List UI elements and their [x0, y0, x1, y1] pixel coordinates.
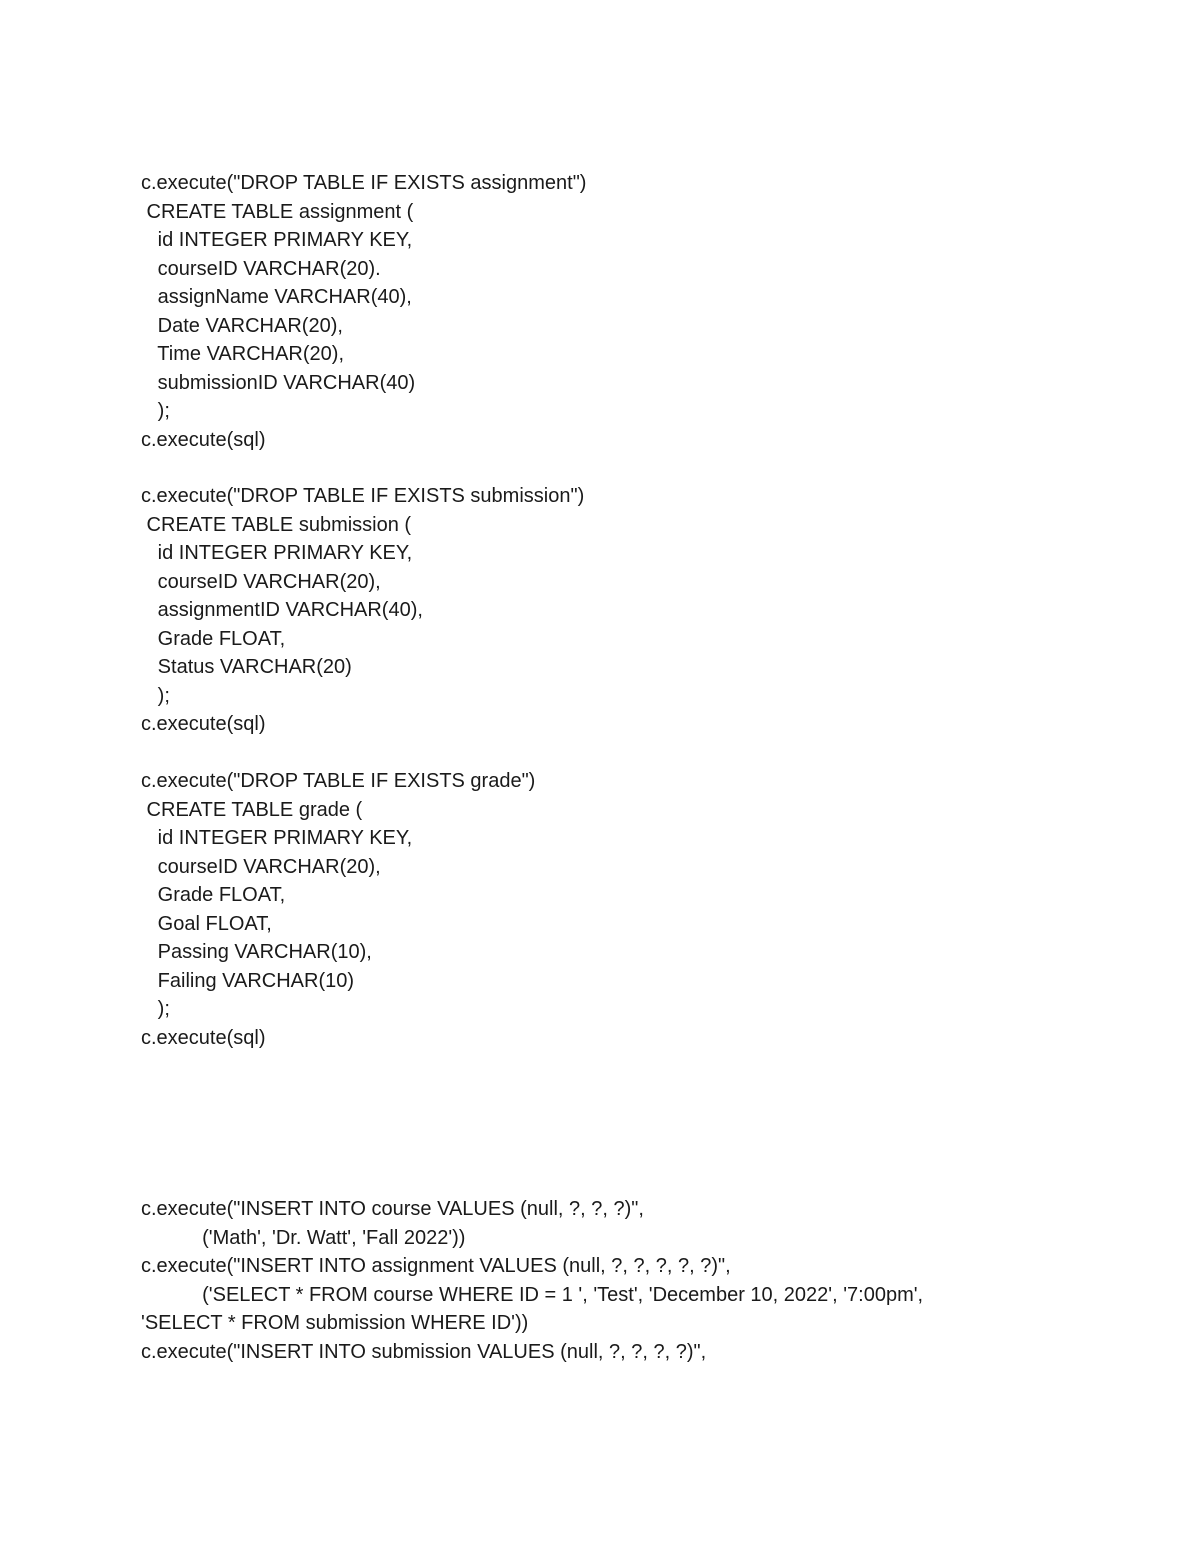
- code-line: id INTEGER PRIMARY KEY,: [141, 827, 413, 849]
- code-line: c.execute("INSERT INTO assignment VALUES (null, ?, ?, ?, ?, ?)",: [141, 1255, 731, 1277]
- code-line: Time VARCHAR(20),: [141, 343, 344, 365]
- insert-statements-code-block: [141, 1195, 1141, 1366]
- code-line: c.execute("INSERT INTO course VALUES (null, ?, ?, ?)",: [141, 1198, 644, 1220]
- code-line: submissionID VARCHAR(40): [141, 371, 416, 394]
- submission-table-code-block: [141, 482, 1141, 739]
- code-line: c.execute(sql): [141, 1026, 266, 1049]
- code-line: c.execute("DROP TABLE IF EXISTS submission"): [141, 485, 585, 507]
- code-line: Goal FLOAT,: [141, 912, 272, 935]
- code-line: id INTEGER PRIMARY KEY,: [141, 542, 413, 564]
- code-line: c.execute("DROP TABLE IF EXISTS assignment"): [141, 172, 587, 194]
- code-line: Grade FLOAT,: [141, 627, 286, 650]
- code-line: CREATE TABLE submission (: [141, 513, 412, 536]
- code-line: assignmentID VARCHAR(40),: [141, 599, 423, 621]
- code-line: c.execute(sql): [141, 713, 266, 735]
- code-line: 'SELECT * FROM submission WHERE ID')): [141, 1312, 529, 1334]
- code-line: );: [141, 684, 170, 707]
- code-line: ('Math', 'Dr. Watt', 'Fall 2022')): [141, 1226, 466, 1249]
- code-line: Date VARCHAR(20),: [141, 314, 343, 337]
- assignment-table-code-block: [141, 169, 1141, 454]
- code-line: CREATE TABLE assignment (: [141, 200, 414, 223]
- code-line: c.execute("DROP TABLE IF EXISTS grade"): [141, 770, 536, 792]
- code-line: id INTEGER PRIMARY KEY,: [141, 229, 413, 251]
- code-line: c.execute("INSERT INTO submission VALUES (null, ?, ?, ?, ?)",: [141, 1340, 707, 1363]
- code-line: Failing VARCHAR(10): [141, 969, 355, 992]
- code-line: Passing VARCHAR(10),: [141, 941, 372, 963]
- code-line: c.execute(sql): [141, 428, 266, 451]
- code-line: );: [141, 998, 170, 1020]
- code-line: CREATE TABLE grade (: [141, 798, 363, 821]
- code-line: Status VARCHAR(20): [141, 656, 352, 678]
- code-line: ('SELECT * FROM course WHERE ID = 1 ', 'Test', 'December 10, 2022', '7:00pm',: [141, 1283, 924, 1306]
- code-line: assignName VARCHAR(40),: [141, 286, 412, 308]
- code-line: courseID VARCHAR(20),: [141, 570, 381, 593]
- code-line: courseID VARCHAR(20).: [141, 257, 381, 280]
- grade-table-code-block: [141, 767, 1141, 1052]
- code-line: );: [141, 400, 170, 422]
- code-line: Grade FLOAT,: [141, 884, 286, 906]
- code-line: courseID VARCHAR(20),: [141, 855, 381, 878]
